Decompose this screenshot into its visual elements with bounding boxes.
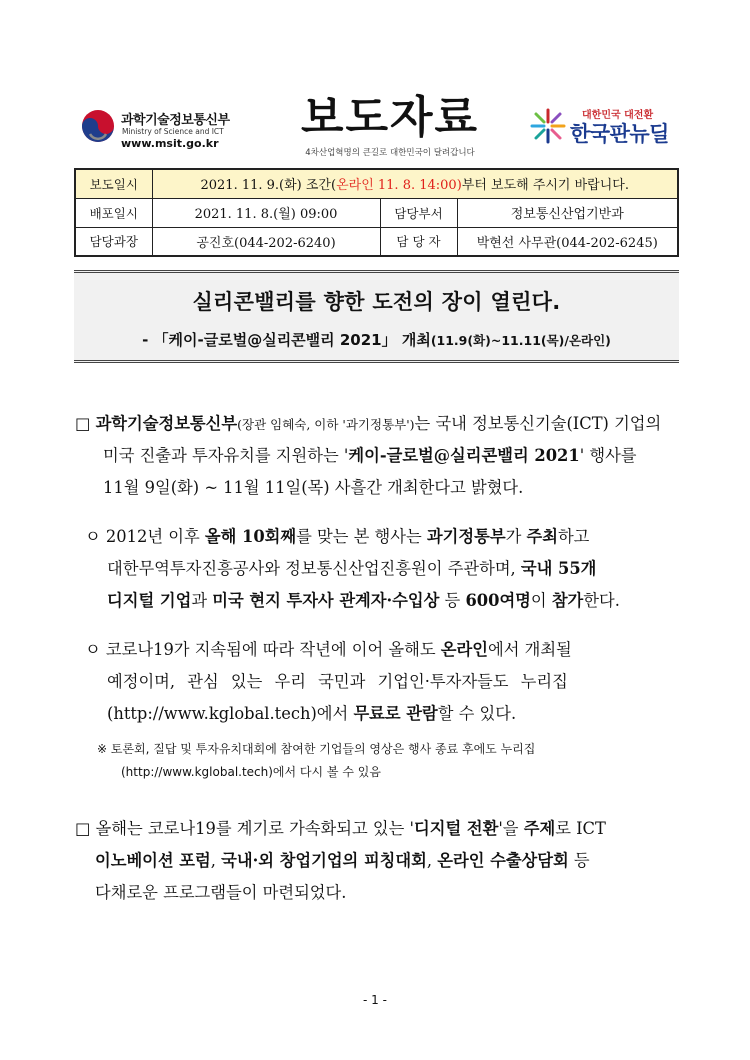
free-viewing: 무료로 관람 (353, 704, 438, 723)
p4-comma-a: , (210, 851, 222, 870)
digital-transformation: 디지털 전환 (414, 819, 499, 838)
p3-text-a: ㅇ 코로나19가 지속됨에 따라 작년에 이어 올해도 (85, 640, 441, 659)
press-release-title-block (270, 92, 510, 158)
innovation-forum: 이노베이션 포럼 (95, 851, 211, 870)
p3-text-b: 에서 개최될 (487, 640, 572, 659)
theme-word: 주제 (523, 819, 556, 838)
p1-text-b: 미국 진출과 투자유치를 지원하는 ' (103, 446, 349, 465)
paragraph-3-line-1 (85, 636, 572, 660)
p4-text-d: 등 (568, 851, 590, 870)
paragraph-2-line-3 (107, 587, 620, 611)
p2-text-i: 한다. (583, 591, 620, 610)
export-consultation: 온라인 수출상담회 (437, 851, 569, 870)
officer-label: 담 당 자 (380, 227, 457, 256)
p3-text-c: (http://www.kglobal.tech)에서 (107, 704, 354, 723)
release-row (75, 169, 678, 198)
online-word: 온라인 (440, 640, 488, 659)
new-deal-burst-icon (530, 108, 566, 144)
p4-text-c: 로 ICT (555, 819, 606, 838)
p2-text-b: 를 맞는 본 행사는 (296, 527, 427, 546)
note-line-2: (http://www.kglobal.tech)에서 다시 볼 수 있음 (121, 765, 381, 779)
event-name: 케이-글로벌@실리콘밸리 2021 (348, 446, 580, 465)
p2-text-e: 대한무역투자진흥공사와 정보통신산업진흥원이 주관하며, (107, 559, 521, 578)
ministry-logo (80, 106, 280, 152)
release-value-b: 부터 보도해 주시기 바랍니다. (461, 178, 629, 194)
section-chief-value: 공진호(044-202-6240) (152, 227, 380, 256)
digital-companies: 디지털 기업 (107, 591, 192, 610)
dept-label: 담당부서 (380, 198, 457, 227)
headline-subtitle-main: - 「케이-글로벌@실리콘밸리 2021」 개최 (142, 331, 431, 349)
paragraph-2-line-1 (85, 523, 589, 547)
paragraph-3-line-2: 예정이며, 관심 있는 우리 국민과 기업인·투자자들도 누리집 (107, 672, 568, 691)
note-line-1: ※ 토론회, 질답 및 투자유치대회에 참여한 기업들의 영상은 행사 종료 후에도 누리집 (97, 742, 536, 756)
p2-text-f: 과 (191, 591, 213, 610)
paragraph-4-line-1 (75, 815, 606, 839)
ministry-abbrev-note: (장관 임혜숙, 이하 '과기정통부') (237, 417, 415, 432)
press-release-slogan: 4차산업혁명의 큰길로 대한민국이 달려갑니다 (305, 148, 475, 158)
release-value-online: 온라인 11. 8. 14:00) (336, 178, 462, 194)
paragraph-2-line-2 (107, 555, 596, 579)
p2-text-a: ㅇ 2012년 이후 (85, 527, 205, 546)
distribution-label: 배포일시 (75, 198, 152, 227)
p2-text-d: 하고 (557, 527, 590, 546)
paragraph-1-line-3: 11월 9일(화) ~ 11월 11일(목) 사흘간 개최한다고 밝혔다. (103, 478, 524, 497)
host-word: 주최 (526, 527, 558, 546)
korean-new-deal-logo (530, 104, 680, 150)
tenth-edition: 올해 10회째 (204, 527, 297, 546)
headline-title: 실리콘밸리를 향한 도전의 장이 열린다. (192, 290, 561, 314)
paragraph-1-line-1 (75, 410, 661, 434)
ministry-name: 과학기술정보통신부 (121, 113, 230, 128)
us-investors: 미국 현지 투자사 관계자·수입상 (212, 591, 440, 610)
headline-subtitle (74, 329, 679, 350)
p3-text-d: 할 수 있다. (437, 704, 517, 723)
paragraph-4-line-3: 다채로운 프로그램들이 마련되었다. (95, 883, 347, 902)
headline-box (74, 270, 679, 363)
new-deal-name: 한국판뉴딜 (570, 122, 669, 146)
host-name: 과기정통부 (426, 527, 506, 546)
release-label: 보도일시 (75, 169, 152, 198)
company-count: 국내 55개 (520, 559, 597, 578)
p4-text-a: □ 올해는 코로나19를 계기로 가속화되고 있는 ' (75, 819, 415, 838)
ministry-mention: 과학기술정보통신부 (95, 414, 238, 433)
ministry-url: www.msit.go.kr (121, 137, 219, 150)
press-release-title: 보도자료 (300, 92, 479, 143)
officer-value: 박현선 사무관(044-202-6245) (457, 227, 678, 256)
ministry-name-en: Ministry of Science and ICT (122, 127, 224, 136)
dept-value: 정보통신산업기반과 (457, 198, 678, 227)
release-info-table (74, 168, 679, 257)
bullet-square: □ (75, 414, 96, 433)
p2-text-g: 등 (439, 591, 466, 610)
new-deal-tagline: 대한민국 대전환 (582, 110, 654, 121)
page-number: - 1 - (363, 993, 387, 1007)
distribution-value: 2021. 11. 8.(월) 09:00 (152, 198, 380, 227)
release-value-a: 2021. 11. 9.(화) 조간( (200, 178, 337, 194)
release-value (152, 169, 678, 198)
p2-text-c: 가 (505, 527, 527, 546)
pitching-contest: 국내·외 창업기업의 피칭대회 (221, 851, 427, 870)
p1-text-a: 는 국내 정보통신기술(ICT) 기업의 (414, 414, 662, 433)
paragraph-4-line-2 (95, 847, 590, 871)
participate-word: 참가 (551, 591, 584, 610)
paragraph-3-line-3 (107, 700, 516, 724)
taegeuk-emblem-icon (80, 108, 116, 144)
p1-text-c: ' 행사를 (579, 446, 637, 465)
headline-subtitle-date: (11.9(화)~11.11(목)/온라인) (430, 333, 611, 348)
p2-text-h: 이 (530, 591, 552, 610)
distribution-row (75, 198, 678, 227)
participant-count: 600여명 (465, 591, 531, 610)
paragraph-1-line-2 (103, 442, 637, 466)
section-chief-label: 담당과장 (75, 227, 152, 256)
contact-row (75, 227, 678, 256)
p4-comma-b: , (426, 851, 438, 870)
p4-text-b: '을 (498, 819, 524, 838)
